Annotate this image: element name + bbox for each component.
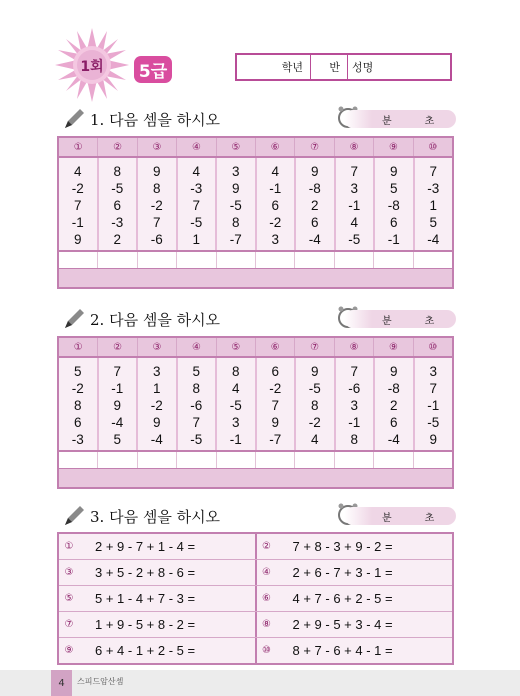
equation-item[interactable]: ④ 2 + 6 - 7 + 3 - 1 = xyxy=(262,565,393,580)
number-cell: 7 xyxy=(350,364,358,379)
number-cell: 5 xyxy=(389,181,398,196)
col-label: ⑧ xyxy=(335,138,374,156)
number-cell: 9 xyxy=(429,432,437,447)
number-cell: 1 xyxy=(192,232,200,247)
number-cell: -1 xyxy=(269,181,282,196)
seconds-label: 초 xyxy=(424,315,435,327)
number-cell: -3 xyxy=(71,432,84,447)
equation-item[interactable]: ⑨ 6 + 4 - 1 + 2 - 5 = xyxy=(59,638,257,663)
number-cell: 7 xyxy=(429,164,437,179)
book-title: 스피드암산셈 xyxy=(77,677,124,686)
number-cell: 3 xyxy=(152,364,161,379)
col-label: ⑦ xyxy=(295,138,334,156)
number-cell: -5 xyxy=(111,181,124,196)
section-3-title: 3. 다음 셈을 하시오 xyxy=(62,503,220,529)
number-column xyxy=(59,158,99,250)
number-cell: -5 xyxy=(229,398,242,413)
number-cell: 8 xyxy=(231,215,240,230)
number-cell: 6 xyxy=(389,415,398,430)
number-cell: 7 xyxy=(113,364,121,379)
col-label: ⑤ xyxy=(217,138,256,156)
number-column xyxy=(138,358,178,450)
problem-grid-1 xyxy=(57,136,454,289)
number-cell: -2 xyxy=(71,381,84,396)
grid-footer xyxy=(59,468,452,487)
answer-cell[interactable] xyxy=(98,452,137,468)
col-label: ⑨ xyxy=(374,338,413,356)
grade-field[interactable]: 학년 xyxy=(237,55,311,79)
answer-cell[interactable] xyxy=(59,452,98,468)
number-cell: -2 xyxy=(150,198,163,213)
number-cell: 3 xyxy=(429,364,437,379)
answer-cell[interactable] xyxy=(217,252,256,268)
problem-grid-2 xyxy=(57,336,454,489)
number-cell: -5 xyxy=(190,432,203,447)
answer-cell[interactable] xyxy=(138,252,177,268)
number-cell: 6 xyxy=(310,215,319,230)
number-cell: -8 xyxy=(387,381,400,396)
number-cell: 6 xyxy=(271,198,279,213)
number-cell: 1 xyxy=(429,198,437,213)
number-cell: -5 xyxy=(348,232,361,247)
number-cell: 8 xyxy=(350,432,358,447)
answer-cell[interactable] xyxy=(374,252,413,268)
number-cell: -5 xyxy=(190,215,203,230)
number-cell: 6 xyxy=(113,198,121,213)
pencil-icon xyxy=(62,107,86,131)
col-label: ⑨ xyxy=(374,138,413,156)
number-cell: -4 xyxy=(111,415,124,430)
col-label: ④ xyxy=(177,338,216,356)
timer-field[interactable] xyxy=(344,110,456,128)
number-cell: -7 xyxy=(229,232,242,247)
name-field[interactable]: 성명 xyxy=(352,61,374,74)
number-cell: -2 xyxy=(269,215,282,230)
number-cell: 1 xyxy=(152,381,161,396)
answer-cell[interactable] xyxy=(335,452,374,468)
answer-cell[interactable] xyxy=(138,452,177,468)
number-cell: 2 xyxy=(113,232,121,247)
number-cell: 4 xyxy=(271,164,279,179)
equation-item[interactable]: ③ 3 + 5 - 2 + 8 - 6 = xyxy=(59,560,257,585)
col-label: ⑥ xyxy=(256,138,295,156)
number-cell: -8 xyxy=(387,198,400,213)
student-info-box xyxy=(235,53,452,81)
answer-cell[interactable] xyxy=(177,452,216,468)
number-cell: 7 xyxy=(192,415,200,430)
answer-cell[interactable] xyxy=(414,452,452,468)
number-cell: 3 xyxy=(231,415,240,430)
number-cell: 7 xyxy=(73,198,82,213)
number-cell: 3 xyxy=(350,181,358,196)
number-cell: 9 xyxy=(152,415,161,430)
answer-row xyxy=(59,250,452,268)
col-label: ⑧ xyxy=(335,338,374,356)
number-column xyxy=(217,158,257,250)
answer-cell[interactable] xyxy=(256,452,295,468)
number-cell: 7 xyxy=(429,381,437,396)
number-cell: -1 xyxy=(387,232,400,247)
number-cell: -7 xyxy=(269,432,282,447)
equation-item[interactable]: ② 7 + 8 - 3 + 9 - 2 = xyxy=(262,539,393,554)
col-label: ⑦ xyxy=(295,338,334,356)
number-columns xyxy=(59,158,452,250)
number-cell: 4 xyxy=(350,215,358,230)
number-column xyxy=(415,358,453,450)
number-cell: 8 xyxy=(192,381,200,396)
number-cell: 5 xyxy=(429,215,437,230)
number-cell: -4 xyxy=(427,232,440,247)
minutes-label: 분 xyxy=(382,115,392,127)
number-column xyxy=(257,158,297,250)
pencil-icon xyxy=(62,307,86,331)
col-label: ⑥ xyxy=(256,338,295,356)
number-cell: 9 xyxy=(113,398,121,413)
number-cell: -2 xyxy=(71,181,84,196)
number-cell: 9 xyxy=(389,364,398,379)
col-label: ① xyxy=(59,138,98,156)
number-cell: -1 xyxy=(348,415,361,430)
equation-grid xyxy=(57,532,454,665)
equation-item[interactable]: ⑦ 1 + 9 - 5 + 8 - 2 = xyxy=(59,612,257,637)
number-column xyxy=(296,158,336,250)
number-column xyxy=(59,358,99,450)
number-cell: 2 xyxy=(389,398,398,413)
number-cell: 3 xyxy=(350,398,358,413)
answer-cell[interactable] xyxy=(295,452,334,468)
number-column xyxy=(415,158,453,250)
col-label: ⑩ xyxy=(428,141,438,153)
answer-row xyxy=(59,450,452,468)
col-label: ② xyxy=(98,338,137,356)
pencil-icon xyxy=(62,504,86,528)
number-cell: 8 xyxy=(152,181,161,196)
number-cell: 8 xyxy=(231,364,240,379)
number-cell: 9 xyxy=(231,181,240,196)
number-cell: -5 xyxy=(308,381,321,396)
number-cell: 6 xyxy=(73,415,82,430)
number-cell: 5 xyxy=(73,364,82,379)
answer-cell[interactable] xyxy=(98,252,137,268)
number-cell: -1 xyxy=(229,432,242,447)
minutes-label: 분 xyxy=(382,315,392,327)
page-number: 4 xyxy=(51,670,72,696)
section-1-title: 1. 다음 셈을 하시오 xyxy=(62,106,220,132)
number-column xyxy=(99,158,139,250)
number-column xyxy=(178,358,218,450)
number-cell: 7 xyxy=(192,198,200,213)
grade-badge: 5급 xyxy=(134,56,172,83)
number-cell: 6 xyxy=(389,215,398,230)
number-cell: 8 xyxy=(113,164,121,179)
answer-cell[interactable] xyxy=(414,252,452,268)
number-cell: -8 xyxy=(308,181,321,196)
number-column xyxy=(336,358,376,450)
number-column xyxy=(375,158,415,250)
grid-footer xyxy=(59,268,452,287)
col-label: ③ xyxy=(138,138,177,156)
seconds-label: 초 xyxy=(424,115,435,127)
equation-item[interactable]: ⑩ 8 + 7 - 6 + 4 - 1 = xyxy=(262,643,393,658)
number-cell: 9 xyxy=(73,232,82,247)
number-cell: 5 xyxy=(192,364,200,379)
number-cell: 5 xyxy=(113,432,121,447)
number-column xyxy=(296,358,336,450)
number-cell: -2 xyxy=(269,381,282,396)
minutes-label: 분 xyxy=(382,512,392,524)
seconds-label: 초 xyxy=(424,512,435,524)
col-label: ⑩ xyxy=(428,341,438,353)
number-cell: -2 xyxy=(308,415,321,430)
number-cell: 7 xyxy=(271,398,279,413)
number-column xyxy=(257,358,297,450)
col-label: ⑤ xyxy=(217,338,256,356)
timer-field[interactable] xyxy=(344,507,456,525)
number-cell: 7 xyxy=(152,215,161,230)
answer-cell[interactable] xyxy=(256,252,295,268)
number-cell: 9 xyxy=(310,164,319,179)
equation-item[interactable]: ⑥ 4 + 7 - 6 + 2 - 5 = xyxy=(262,591,393,606)
number-cell: -1 xyxy=(111,381,124,396)
number-cell: 3 xyxy=(271,232,279,247)
number-cell: 8 xyxy=(73,398,82,413)
number-cell: 3 xyxy=(231,164,240,179)
number-cell: 4 xyxy=(73,164,82,179)
number-cell: 9 xyxy=(271,415,279,430)
number-cell: -5 xyxy=(427,415,440,430)
answer-cell[interactable] xyxy=(217,452,256,468)
number-cell: 2 xyxy=(310,198,319,213)
answer-cell[interactable] xyxy=(177,252,216,268)
number-cell: 4 xyxy=(192,164,200,179)
number-cell: -6 xyxy=(348,381,361,396)
number-cell: -4 xyxy=(150,432,163,447)
number-cell: -4 xyxy=(308,232,321,247)
number-column xyxy=(375,358,415,450)
answer-cell[interactable] xyxy=(335,252,374,268)
number-cell: 8 xyxy=(310,398,319,413)
number-column xyxy=(99,358,139,450)
number-cell: -2 xyxy=(150,398,163,413)
class-field[interactable]: 반 xyxy=(311,55,348,79)
answer-cell[interactable] xyxy=(59,252,98,268)
number-cell: -3 xyxy=(427,181,440,196)
number-cell: -3 xyxy=(190,181,203,196)
number-cell: -5 xyxy=(229,198,242,213)
number-cell: 9 xyxy=(152,164,161,179)
col-label: ③ xyxy=(138,338,177,356)
number-cell: -1 xyxy=(427,398,440,413)
number-cell: -6 xyxy=(190,398,203,413)
number-cell: 6 xyxy=(271,364,279,379)
answer-cell[interactable] xyxy=(374,452,413,468)
number-cell: -6 xyxy=(150,232,163,247)
number-cell: 4 xyxy=(231,381,240,396)
number-cell: 4 xyxy=(310,432,319,447)
number-cell: 9 xyxy=(389,164,398,179)
session-label: 1회 xyxy=(80,59,104,75)
number-cell: -1 xyxy=(348,198,361,213)
equation-item[interactable]: ⑤ 5 + 1 - 4 + 7 - 3 = xyxy=(59,586,257,611)
number-cell: -1 xyxy=(71,215,84,230)
col-label: ② xyxy=(98,138,137,156)
number-cell: 9 xyxy=(310,364,319,379)
col-label: ④ xyxy=(177,138,216,156)
timer-field[interactable] xyxy=(344,310,456,328)
number-columns xyxy=(59,358,452,450)
number-cell: -3 xyxy=(111,215,124,230)
number-column xyxy=(217,358,257,450)
number-cell: 7 xyxy=(350,164,358,179)
answer-cell[interactable] xyxy=(295,252,334,268)
number-column xyxy=(138,158,178,250)
equation-item[interactable]: ① 2 + 9 - 7 + 1 - 4 = xyxy=(59,534,257,559)
number-cell: -4 xyxy=(387,432,400,447)
col-label: ① xyxy=(59,338,98,356)
section-2-title: 2. 다음 셈을 하시오 xyxy=(62,306,220,332)
number-column xyxy=(336,158,376,250)
number-column xyxy=(178,158,218,250)
equation-item[interactable]: ⑧ 2 + 9 - 5 + 3 - 4 = xyxy=(262,617,393,632)
